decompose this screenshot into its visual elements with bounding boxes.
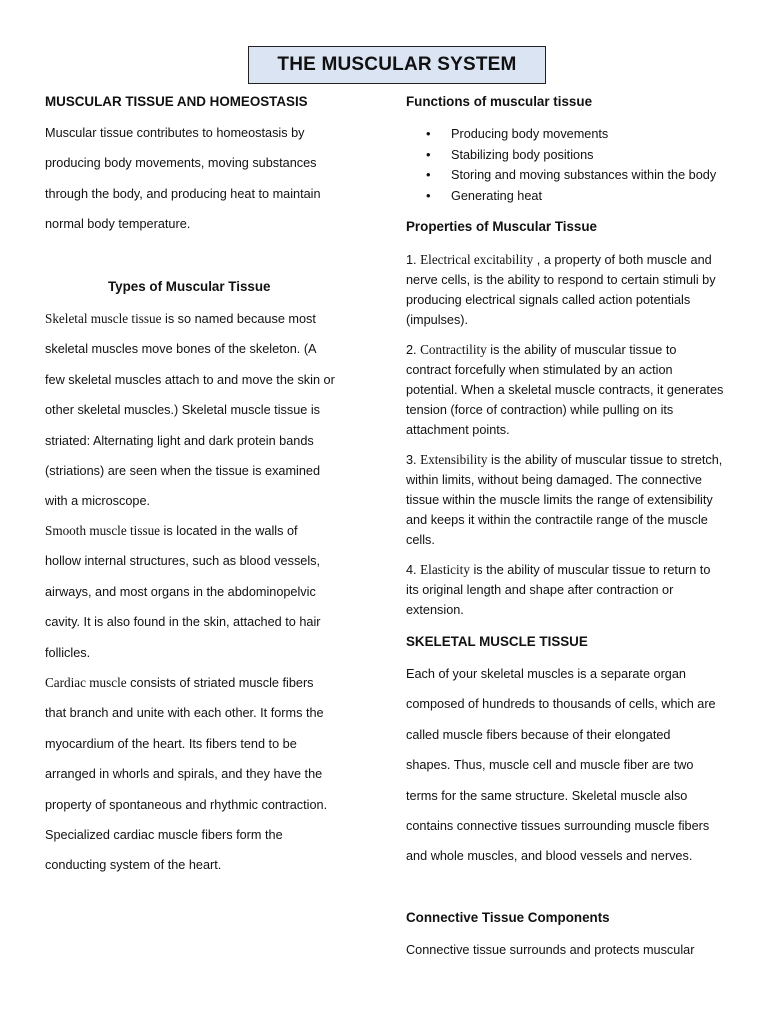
property-item: 1. Electrical excitability , a property of both muscle and nerve cells, is the ability to respond to certain stimuli by producing electrical signals called action potentials (impulses).: [406, 252, 716, 327]
property-term: Electrical excitability: [420, 252, 534, 267]
bullet-icon: •: [426, 187, 431, 203]
heading-skeletal-muscle: SKELETAL MUSCLE TISSUE: [406, 634, 588, 649]
property-term: Elasticity: [420, 562, 470, 577]
skeletal-paragraph: [45, 304, 337, 517]
page-title: THE MUSCULAR SYSTEM: [248, 46, 546, 84]
bullet-icon: •: [426, 126, 431, 141]
property-item: 4. Elasticity is the ability of muscular tissue to return to its original length and shape after contraction or extension.: [406, 562, 711, 617]
property-item: 2. Contractility is the ability of muscular tissue to contract forcefully when stimulated by an action potential. When a skeletal muscle contracts, it generates tension (force of contraction) while pulling on its attachment points.: [406, 342, 724, 437]
heading-properties: Properties of Muscular Tissue: [406, 219, 597, 234]
heading-homeostasis: MUSCULAR TISSUE AND HOMEOSTASIS: [45, 94, 308, 109]
cardiac-term: Cardiac muscle: [45, 675, 127, 690]
intro-paragraph: Muscular tissue contributes to homeostasis by producing body movements, moving substances through the body, and producing heat to maintain normal body temperature.: [45, 126, 321, 232]
functions-list: [406, 124, 726, 206]
list-item: • Storing and moving substances within the body: [406, 165, 726, 186]
bullet-icon: •: [426, 146, 431, 162]
heading-functions: Functions of muscular tissue: [406, 94, 593, 109]
connective-paragraph: Connective tissue surrounds and protects muscular: [406, 943, 695, 957]
smooth-text: is located in the walls of hollow internal structures, such as blood vessels, airways, and most organs in the abdominopelvic cavity. It is also found in the skin, attached to hair follicles.: [45, 524, 321, 660]
smooth-paragraph: [45, 516, 337, 668]
smooth-term: Smooth muscle tissue: [45, 523, 161, 538]
list-item: • Generating heat: [406, 186, 726, 207]
heading-types: Types of Muscular Tissue: [108, 279, 271, 294]
skeletal-term: Skeletal muscle tissue: [45, 311, 162, 326]
cardiac-text: consists of striated muscle fibers that branch and unite with each other. It forms the myocardium of the heart. Its fibers tend to be arranged in whorls and spirals, and they have the property of spontaneous and rhythmic contraction. Specialized cardiac muscle fibers form the conducting system of the heart.: [45, 676, 328, 873]
property-term: Contractility: [420, 342, 487, 357]
list-item: • Stabilizing body positions: [406, 145, 726, 166]
property-term: Extensibility: [420, 452, 488, 467]
cardiac-paragraph: [45, 668, 337, 881]
list-item: • Producing body movements: [406, 124, 726, 145]
skeletal-muscle-paragraph: Each of your skeletal muscles is a separate organ composed of hundreds to thousands of cells, which are called muscle fibers because of their elongated shapes. Thus, muscle cell and muscle fiber are two terms for the same structure. Skeletal muscle also contains connective tissues surrounding muscle fibers and whole muscles, and blood vessels and nerves.: [406, 667, 716, 864]
skeletal-text: is so named because most skeletal muscles move bones of the skeleton. (A few skeletal muscles attach to and move the skin or other skeletal muscles.) Skeletal muscle tissue is striated: Alternating light and dark protein bands (striations) are seen when the tissue is examined with a microscope.: [45, 312, 335, 509]
property-item: 3. Extensibility is the ability of muscular tissue to stretch, within limits, without being damaged. The connective tissue within the muscle limits the range of extensibility and keeps it within the contractile range of the muscle cells.: [406, 452, 723, 547]
heading-connective: Connective Tissue Components: [406, 910, 610, 925]
bullet-icon: •: [426, 167, 431, 182]
